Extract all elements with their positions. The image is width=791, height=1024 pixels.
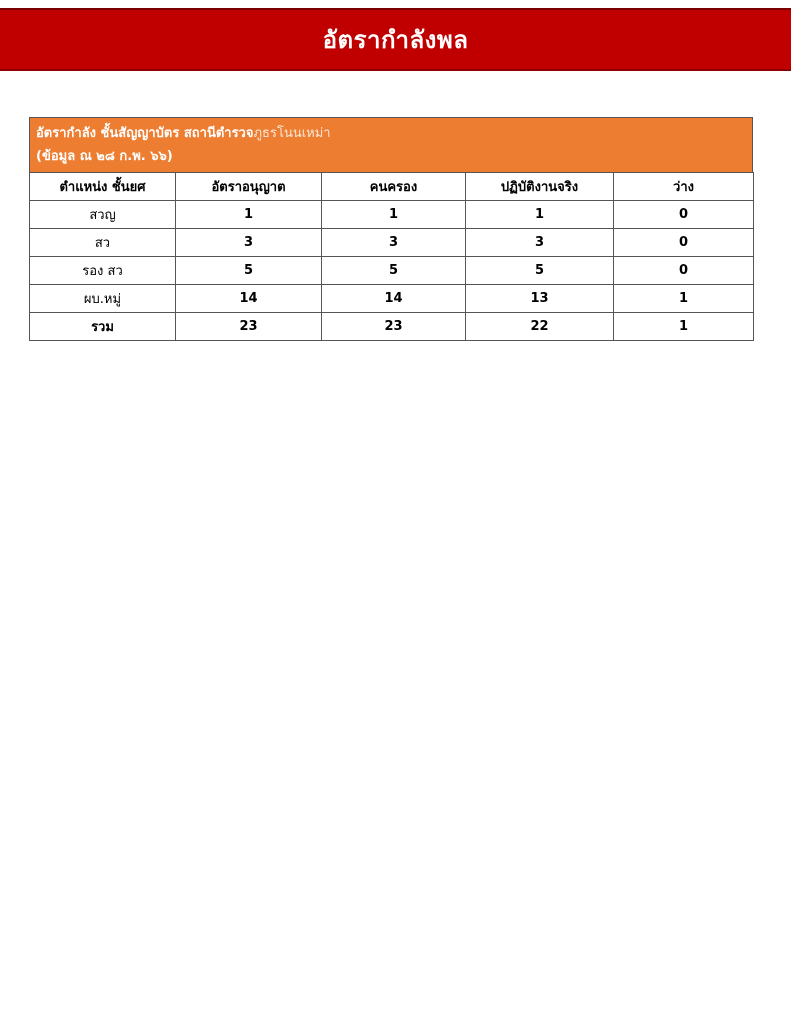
authorized-cell: 14	[176, 285, 322, 313]
table-header-row	[30, 173, 754, 201]
caption-station-name: ภูธรโนนเหม่า	[253, 126, 331, 141]
column-header-actual-duty: ปฏิบัติงานจริง	[466, 173, 614, 201]
occupied-cell: 5	[322, 257, 466, 285]
authorized-cell: 1	[176, 201, 322, 229]
total-actual-duty-cell: 22	[466, 313, 614, 341]
authorized-cell: 5	[176, 257, 322, 285]
table-total-row	[30, 313, 754, 341]
staffing-table-section	[29, 117, 753, 341]
caption-date: (ข้อมูล ณ ๒๘ ก.พ. ๖๖)	[36, 149, 173, 164]
vacant-cell: 1	[614, 285, 754, 313]
vacant-cell: 0	[614, 257, 754, 285]
table-row	[30, 229, 754, 257]
occupied-cell: 14	[322, 285, 466, 313]
occupied-cell: 3	[322, 229, 466, 257]
rank-cell: สว	[30, 229, 176, 257]
actual-duty-cell: 3	[466, 229, 614, 257]
total-vacant-cell: 1	[614, 313, 754, 341]
total-occupied-cell: 23	[322, 313, 466, 341]
vacant-cell: 0	[614, 229, 754, 257]
actual-duty-cell: 1	[466, 201, 614, 229]
total-label-cell: รวม	[30, 313, 176, 341]
rank-cell: ผบ.หมู่	[30, 285, 176, 313]
column-header-authorized: อัตราอนุญาต	[176, 173, 322, 201]
vacant-cell: 0	[614, 201, 754, 229]
column-header-rank: ตำแหน่ง ชั้นยศ	[30, 173, 176, 201]
table-row	[30, 285, 754, 313]
caption-line-1	[36, 122, 746, 145]
actual-duty-cell: 13	[466, 285, 614, 313]
rank-cell: สวญ	[30, 201, 176, 229]
page-title: อัตรากำลังพล	[322, 26, 469, 54]
caption-title: อัตรากำลัง ชั้นสัญญาบัตร สถานีตำรวจ	[36, 126, 254, 141]
rank-cell: รอง สว	[30, 257, 176, 285]
actual-duty-cell: 5	[466, 257, 614, 285]
page-banner	[0, 10, 791, 71]
table-row	[30, 257, 754, 285]
total-authorized-cell: 23	[176, 313, 322, 341]
table-caption	[29, 117, 753, 172]
column-header-vacant: ว่าง	[614, 173, 754, 201]
table-row	[30, 201, 754, 229]
authorized-cell: 3	[176, 229, 322, 257]
staffing-table	[29, 172, 754, 341]
column-header-occupied: คนครอง	[322, 173, 466, 201]
occupied-cell: 1	[322, 201, 466, 229]
